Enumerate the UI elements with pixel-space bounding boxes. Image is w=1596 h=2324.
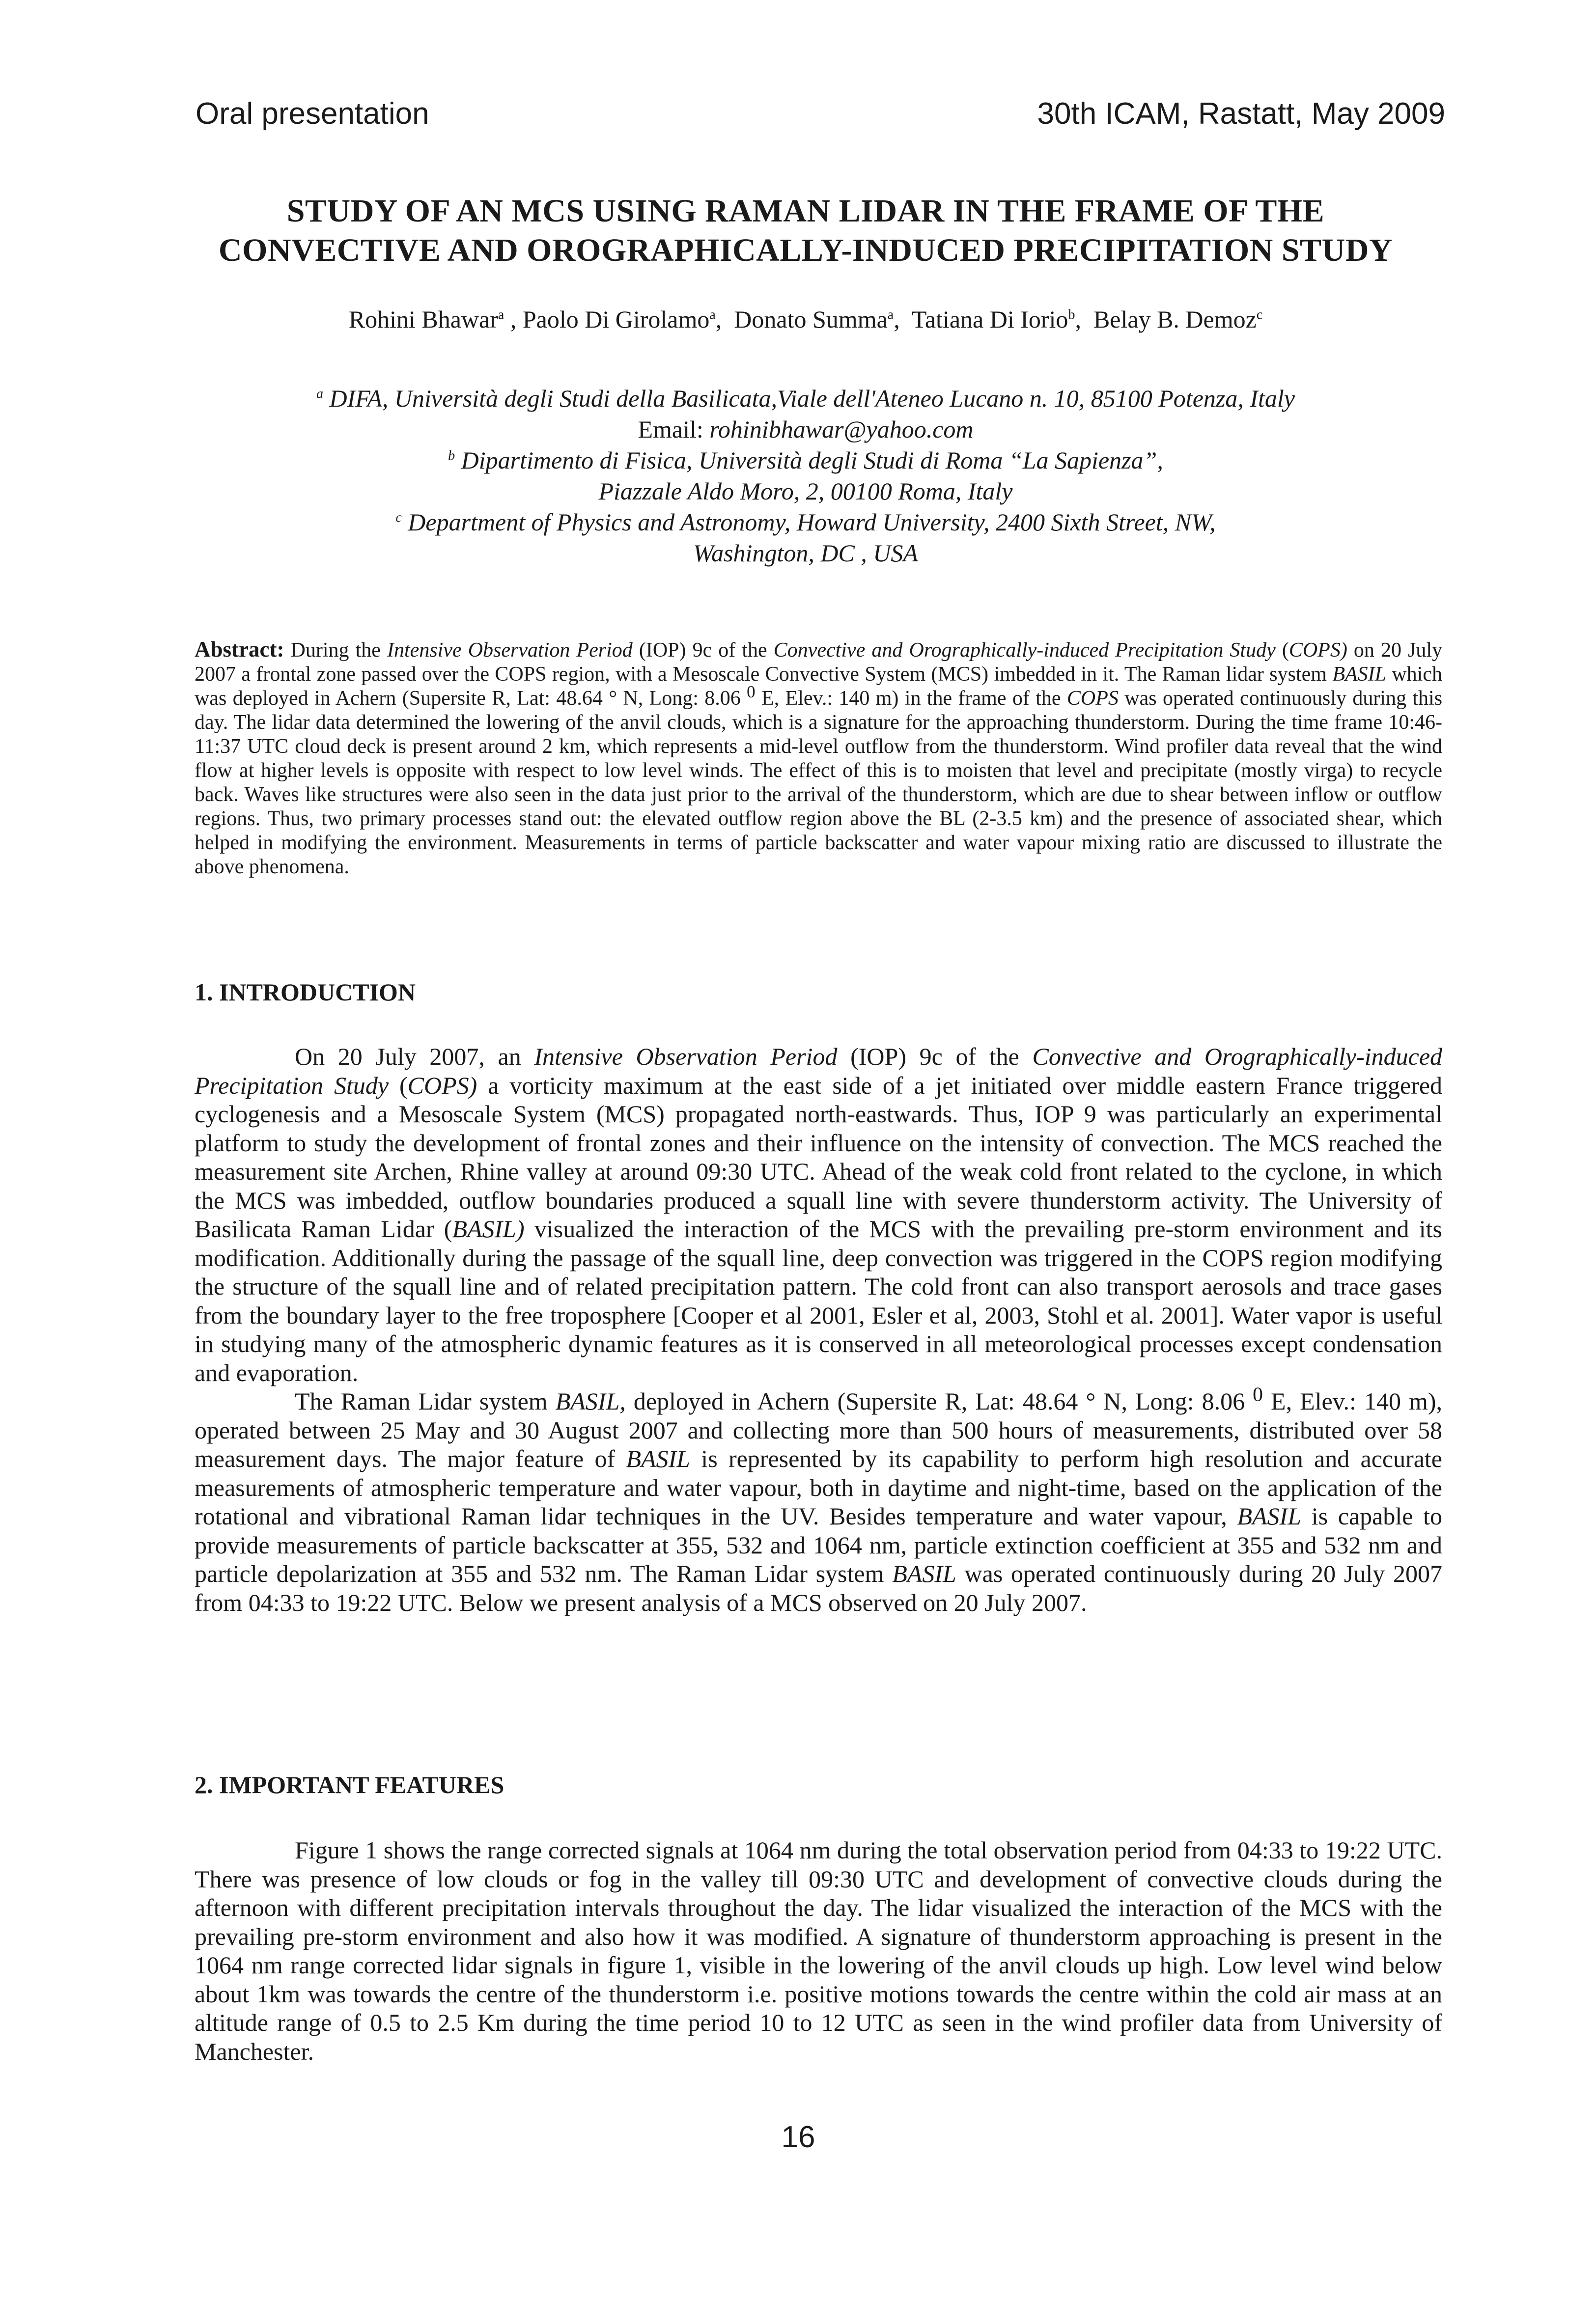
text-run: is represented by its capability to perform high resolution and accurate measurements of atmospheric temperature and water vapour, both in daytime and night-time, based on the application of the rotational and vibrational Raman lidar techniques in the UV. Besides temperature and water vapour, xyxy=(195,1445,1443,1530)
abstract-text: During the xyxy=(290,639,381,662)
abstract-text: on 20 July 2007 a frontal zone passed over the COPS region, with a Mesoscale Convective System (MCS) imbedded in it. The Raman lidar system xyxy=(195,639,1443,686)
paragraph xyxy=(195,1383,1443,1617)
paper-title xyxy=(177,192,1434,270)
abstract xyxy=(195,637,1442,879)
author: Belay B. Demoz xyxy=(1093,305,1257,333)
author: Tatiana Di Iorio xyxy=(911,305,1068,333)
text-run: ( xyxy=(399,1071,408,1099)
author: Donato Summa xyxy=(734,305,888,333)
abstract-term: Convective and Orographically-induced Precipitation Study xyxy=(773,639,1276,662)
author-affil-mark: b xyxy=(1068,307,1075,323)
abstract-text: ( xyxy=(1282,639,1289,662)
text-run: is capable to provide measurements of particle backscatter at 355, 532 and 1064 nm, particle extinction coefficient at 355 and 532 nm and particle depolarization at 355 and 532 nm. The Raman Lidar system xyxy=(195,1502,1443,1587)
term: BASIL xyxy=(892,1560,956,1587)
affiliation-b-cont: Piazzale Aldo Moro, 2, 00100 Roma, Italy xyxy=(598,477,1013,505)
text-run: E, Elev.: 140 m), operated between 25 May and 30 August 2007 and collecting more than 500 hours of measurements, distributed over 58 measurement days. The major feature of xyxy=(195,1387,1443,1472)
header-right: 30th ICAM, Rastatt, May 2009 xyxy=(1037,97,1445,131)
term: COPS) xyxy=(407,1071,477,1099)
term: BASIL, xyxy=(555,1387,626,1415)
author: Rohini Bhawar xyxy=(348,305,498,333)
affiliation-c-cont: Washington, DC , USA xyxy=(693,539,918,567)
introduction-body xyxy=(195,1042,1442,1617)
affiliation-a xyxy=(177,383,1434,414)
affiliation-b xyxy=(177,445,1434,476)
text-run: The Raman Lidar system xyxy=(295,1387,548,1415)
important-features-body xyxy=(195,1836,1442,2066)
term: BASIL xyxy=(1237,1502,1301,1530)
text-run: deployed in Achern (Supersite R, Lat: 48.64 ° N, Long: 8.06 xyxy=(633,1387,1245,1415)
text-run: (IOP) 9c of the xyxy=(850,1043,1019,1070)
author-affil-mark: a xyxy=(498,307,504,323)
affil-mark: c xyxy=(395,510,402,526)
text-run: was operated continuously during 20 July 2007 from 04:33 to 19:22 UTC. Below we present analysis of a MCS observed on 20 July 2007. xyxy=(195,1560,1442,1616)
section-heading-important-features: 2. IMPORTANT FEATURES xyxy=(195,1771,504,1798)
term: BASIL) xyxy=(452,1215,525,1243)
section-heading-introduction: 1. INTRODUCTION xyxy=(195,978,416,1006)
paragraph xyxy=(195,1042,1442,1387)
affil-text: DIFA, Università degli Studi della Basilicata,Viale dell'Ateneo Lucano n. 10, 85100 Potenza, Italy xyxy=(329,385,1295,412)
affiliations xyxy=(177,383,1434,569)
abstract-term: Intensive Observation Period xyxy=(387,639,633,662)
degree-mark: 0 xyxy=(747,682,756,701)
title-line-1: STUDY OF AN MCS USING RAMAN LIDAR IN THE FRAME OF THE xyxy=(286,193,1325,229)
text-run: On 20 July 2007, an xyxy=(295,1043,521,1070)
affil-mark: b xyxy=(448,448,455,464)
abstract-text: which was deployed in Achern (Supersite R, Lat: 48.64 ° N, Long: 8.06 xyxy=(195,663,1442,710)
abstract-text: was operated continuously during this day. The lidar data determined the lowering of the anvil clouds, which is a signature for the approaching thunderstorm. During the time frame 10:46-11:37 UTC cloud deck is present around 2 km, which represents a mid-level outflow from the thunderstorm. Wind profiler data reveal that the wind flow at higher levels is opposite with respect to low level winds. The effect of this is to moisten that level and precipitate (mostly virga) to recycle back. Waves like structures were also seen in the data just prior to the arrival of the thunderstorm, which are due to shear between inflow or outflow regions. Thus, two primary processes stand out: the elevated outflow region above the BL (2-3.5 km) and the presence of associated shear, which helped in modifying the environment. Measurements in terms of particle backscatter and water vapour mixing ratio are discussed to illustrate the above phenomena. xyxy=(195,687,1443,878)
affil-text: Dipartimento di Fisica, Università degli Studi di Roma “La Sapienza”, xyxy=(461,446,1163,474)
page-number: 16 xyxy=(781,2120,815,2154)
affiliation-c xyxy=(177,507,1434,538)
affil-mark: a xyxy=(316,386,323,402)
abstract-text: E, Elev.: 140 m) in the frame of the xyxy=(761,687,1061,710)
email-address: rohinibhawar@yahoo.com xyxy=(709,415,974,443)
author: Paolo Di Girolamo xyxy=(522,305,710,333)
degree-mark: 0 xyxy=(1253,1383,1263,1406)
email-label: Email: xyxy=(638,415,703,443)
affil-text: Department of Physics and Astronomy, Howard University, 2400 Sixth Street, NW, xyxy=(408,508,1216,536)
email-line xyxy=(177,414,1434,445)
author-list: Rohini Bhawar$^a$ , Paolo Di Girolamo$^a$, Donato Summa$^a$, Tatiana Di Iorio$^b$, Belay B. Demoz$^c$ xyxy=(348,305,1263,333)
abstract-label: Abstract: xyxy=(195,637,284,662)
abstract-term: COPS) xyxy=(1288,639,1347,662)
term: Intensive Observation Period xyxy=(534,1043,838,1070)
abstract-term: COPS xyxy=(1066,687,1119,710)
abstract-text: (IOP) 9c of the xyxy=(639,639,767,662)
header-left: Oral presentation xyxy=(196,97,429,131)
text-run: visualized the interaction of the MCS with the prevailing pre-storm environment and its modification. Additionally during the passage of the squall line, deep convection was triggered in the COPS region modifying the structure of the squall line and of related precipitation pattern. The cold front can also transport aerosols and trace gases from the boundary layer to the free troposphere [Cooper et al 2001, Esler et al, 2003, Stohl et al. 2001]. Water vapor is useful in studying many of the atmospheric dynamic features as it is conserved in all meteorological processes except condensation and evaporation. xyxy=(195,1215,1442,1386)
text-run: a vorticity maximum at the east side of a jet initiated over middle eastern France triggered cyclogenesis and a Mesoscale System (MCS) propagated north-eastwards. Thus, IOP 9 was particularly an experimental platform to study the development of frontal zones and their influence on the intensity of convection. The MCS reached the measurement site Archen, Rhine valley at around 09:30 UTC. Ahead of the weak cold front related to the cyclone, in which the MCS was imbedded, outflow boundaries produced a squall line with severe thunderstorm activity. The University of Basilicata Raman Lidar ( xyxy=(195,1071,1443,1243)
term: Convective and Orographically-induced Precipitation Study xyxy=(195,1043,1443,1099)
author-affil-mark: a xyxy=(709,307,716,323)
author-affil-mark: c xyxy=(1256,307,1263,323)
abstract-term: BASIL xyxy=(1332,663,1386,686)
title-line-2: CONVECTIVE AND OROGRAPHICALLY-INDUCED PRECIPITATION STUDY xyxy=(218,232,1393,268)
paragraph: Figure 1 shows the range corrected signals at 1064 nm during the total observation period from 04:33 to 19:22 UTC. There was presence of low clouds or fog in the valley till 09:30 UTC and development of convective clouds during the afternoon with different precipitation intervals throughout the day. The lidar visualized the interaction of the MCS with the prevailing pre-storm environment and also how it was modified. A signature of thunderstorm approaching is present in the 1064 nm range corrected lidar signals in figure 1, visible in the lowering of the anvil clouds up high. Low level wind below about 1km was towards the centre of the thunderstorm i.e. positive motions towards the centre within the cold air mass at an altitude range of 0.5 to 2.5 Km during the time period 10 to 12 UTC as seen in the wind profiler data from University of Manchester. xyxy=(195,1836,1442,2065)
author-affil-mark: a xyxy=(887,307,894,323)
term: BASIL xyxy=(626,1445,690,1472)
